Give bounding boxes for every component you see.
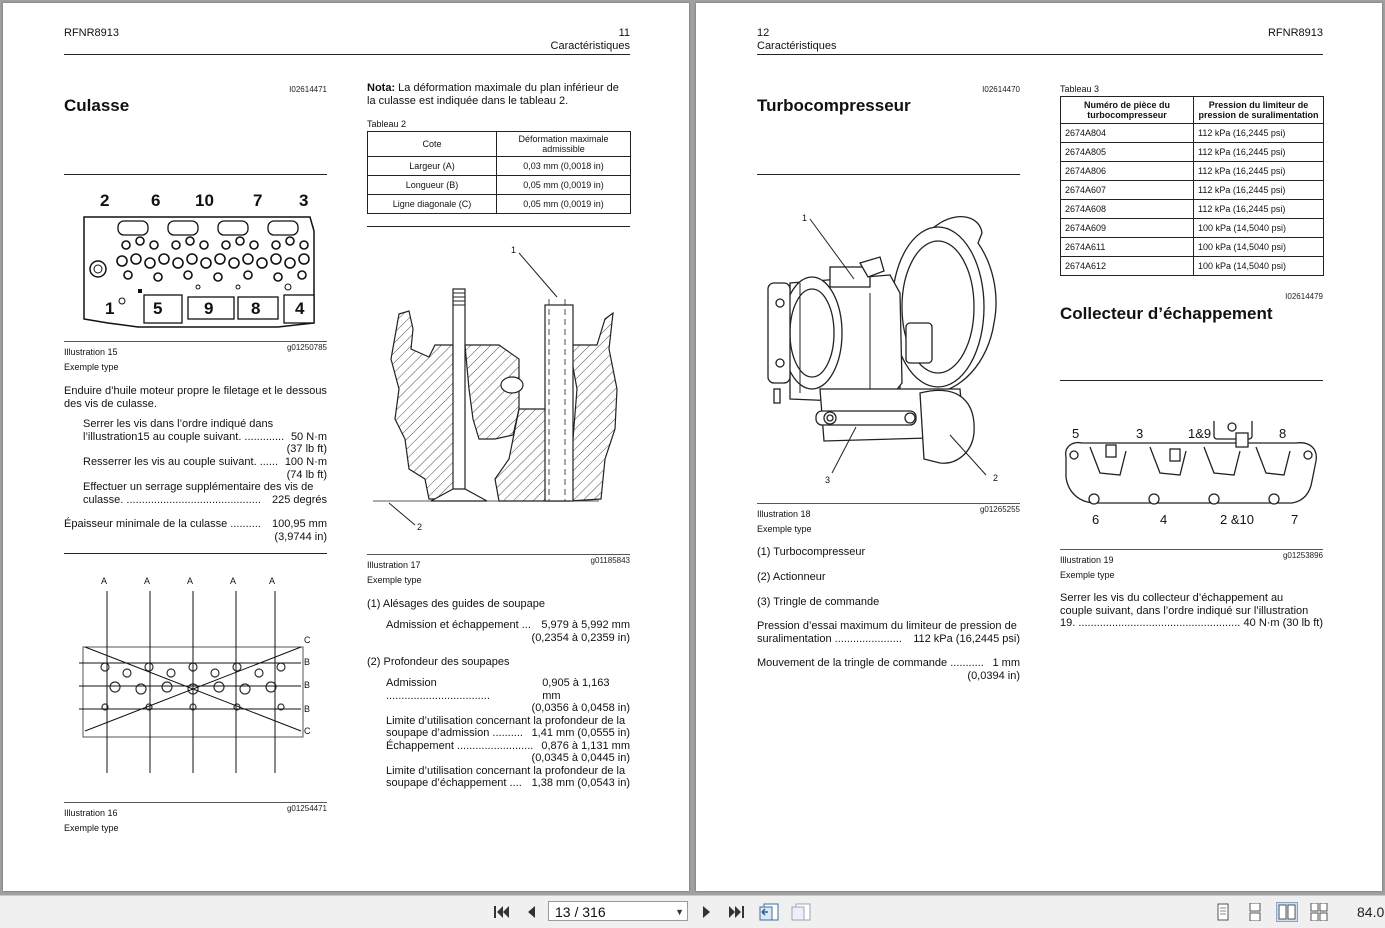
caption-rule: [1060, 549, 1323, 550]
illustration-code: g01253896: [1282, 551, 1323, 560]
valve-section-drawing: [369, 239, 631, 535]
table-caption: Tableau 3: [1060, 84, 1100, 94]
list-item: (1) Turbocompresseur: [757, 546, 866, 558]
spec-value: 5,979 à 5,992 mm: [541, 619, 630, 631]
table-cell: 112 kPa (16,2445 psi): [1194, 162, 1324, 181]
page-number: 12: [757, 27, 770, 39]
spec-value: 100,95 mm: [271, 518, 327, 530]
callout-number: 1: [511, 245, 517, 255]
spec-label: Pression d’essai maximum du limiteur de pression de: [757, 620, 1017, 632]
illustration-caption: Illustration 16: [64, 808, 118, 818]
bolt-number: 2: [100, 191, 110, 210]
measure-label: A: [187, 576, 194, 586]
manifold-drawing: [1060, 421, 1324, 533]
first-page-icon[interactable]: [490, 902, 512, 922]
table-header: Déformation maximale admissible: [497, 132, 631, 157]
page-indicator: 13 / 316: [555, 904, 606, 920]
spec-label: Mouvement de la tringle de commande ...........: [757, 657, 984, 669]
doc-code: RFNR8913: [1267, 27, 1323, 39]
callout-number: 2: [993, 473, 999, 483]
bolt-number: 7: [1291, 512, 1299, 527]
valve-depth-diagram: [369, 239, 631, 535]
valve-guide-spec: [386, 619, 630, 644]
table-row: [1061, 124, 1324, 143]
navigation-toolbar: [0, 895, 1385, 928]
min-thickness: [64, 518, 327, 543]
callout-number: 1: [802, 213, 808, 223]
illustration-code: g01185843: [590, 556, 630, 565]
measure-label: C: [304, 726, 311, 736]
spec-label: Échappement .........................: [386, 739, 534, 752]
table-cell: Ligne diagonale (C): [368, 195, 497, 214]
spec-value: (0,0345 à 0,0445 in): [531, 752, 630, 764]
header-rule: [757, 54, 1323, 55]
table-cell: 2674A611: [1061, 238, 1194, 257]
spec-value: 1,41 mm (0,0555 in): [531, 727, 630, 739]
spec-label: Admission ..................................: [386, 677, 490, 702]
ref-id: I02614471: [289, 85, 327, 94]
table-header: Cote: [368, 132, 497, 157]
section-rule: [367, 226, 630, 227]
bolt-number: 4: [295, 299, 305, 318]
bolt-number: 8: [1279, 426, 1287, 441]
deformation-table: [367, 131, 631, 214]
table-cell: 112 kPa (16,2445 psi): [1194, 200, 1324, 219]
caption-rule: [757, 503, 1020, 504]
step-value: (74 lb ft): [286, 468, 327, 481]
instruction-text: Enduire d’huile moteur propre le filetage et le dessous des vis de culasse.: [64, 385, 327, 410]
note-text: La déformation maximale du plan inférieur de la culasse est indiquée dans le tableau 2.: [367, 82, 619, 107]
torque-step-2: [83, 456, 327, 481]
table-cell: 100 kPa (14,5040 psi): [1194, 219, 1324, 238]
header-rule: [64, 54, 630, 55]
table-row: [368, 157, 631, 176]
chevron-down-icon[interactable]: ▼: [675, 907, 684, 917]
next-page-icon[interactable]: [696, 902, 718, 922]
section-title: Caractéristiques: [550, 40, 630, 52]
list-item: (1) Alésages des guides de soupape: [367, 598, 545, 610]
spec-label: couple suivant, dans l’ordre indiqué sur l’illustration: [1060, 604, 1309, 617]
table-row: [1061, 238, 1324, 257]
bolt-number: 2 &10: [1220, 512, 1254, 527]
table-cell: 0,03 mm (0,0018 in): [497, 157, 631, 176]
table-cell: 2674A609: [1061, 219, 1194, 238]
bolt-number: 9: [204, 299, 214, 318]
spec-label: suralimentation ......................: [757, 632, 902, 645]
table-row: [1061, 257, 1324, 276]
step-text: Effectuer un serrage supplémentaire des vis de: [83, 481, 314, 493]
last-page-icon[interactable]: [726, 902, 748, 922]
section-title: Caractéristiques: [757, 40, 837, 52]
bolt-number: 3: [1136, 426, 1144, 441]
page-right: [696, 3, 1382, 891]
section-rule: [1060, 380, 1323, 381]
flatness-drawing: [75, 587, 315, 777]
table-row: [368, 176, 631, 195]
section-heading: Collecteur d’échappement: [1060, 304, 1273, 323]
note-label: Nota:: [367, 82, 396, 94]
list-item: (3) Tringle de commande: [757, 596, 880, 608]
step-value: 225 degrés: [271, 493, 327, 506]
table-cell: 100 kPa (14,5040 psi): [1194, 238, 1324, 257]
pressure-spec: [757, 620, 1020, 645]
facing-icon[interactable]: [1276, 902, 1298, 922]
spec-value: (0,2354 à 0,2359 in): [531, 631, 630, 644]
spec-label: 19. .....................................................: [1060, 617, 1241, 629]
previous-view-icon[interactable]: [758, 902, 780, 922]
bolt-number: 3: [299, 191, 309, 210]
measure-label: B: [304, 704, 311, 714]
table-cell: Largeur (A): [368, 157, 497, 176]
table-cell: Longueur (B): [368, 176, 497, 195]
table-cell: 112 kPa (16,2445 psi): [1194, 181, 1324, 200]
next-view-icon[interactable]: [790, 902, 812, 922]
note-paragraph: [367, 82, 630, 107]
linkage-spec: [757, 657, 1020, 682]
bolt-number: 1: [105, 299, 115, 318]
manifold-torque-spec: [1060, 592, 1323, 630]
bolt-number: 10: [195, 191, 214, 210]
section-rule: [64, 174, 327, 175]
torque-step-3: [83, 481, 327, 506]
page-left: [3, 3, 689, 891]
spec-label: soupape d’admission ..........: [386, 727, 523, 739]
illustration-subcaption: Exemple type: [1060, 570, 1115, 580]
step-value: (37 lb ft): [286, 443, 327, 455]
bolt-number: 8: [251, 299, 261, 318]
spec-value: 0,876 à 1,131 mm: [541, 739, 630, 752]
illustration-subcaption: Exemple type: [367, 575, 422, 585]
measure-label: A: [144, 576, 151, 586]
table-cell: 2674A612: [1061, 257, 1194, 276]
bolt-number: 5: [1072, 426, 1080, 441]
table-header: Numéro de pièce du turbocompresseur: [1061, 97, 1194, 124]
table-cell: 0,05 mm (0,0019 in): [497, 176, 631, 195]
step-value: 50 N·m: [290, 430, 327, 443]
table-cell: 112 kPa (16,2445 psi): [1194, 124, 1324, 143]
illustration-subcaption: Exemple type: [64, 823, 119, 833]
illustration-subcaption: Exemple type: [757, 524, 812, 534]
table-cell: 2674A806: [1061, 162, 1194, 181]
measure-label: A: [269, 576, 276, 586]
measure-label: C: [304, 635, 311, 645]
bolt-number: 4: [1160, 512, 1168, 527]
continuous-facing-icon[interactable]: [1308, 902, 1330, 922]
spec-value: (3,9744 in): [274, 530, 327, 543]
table-cell: 2674A804: [1061, 124, 1194, 143]
table-cell: 0,05 mm (0,0019 in): [497, 195, 631, 214]
doc-code: RFNR8913: [64, 27, 120, 39]
caption-rule: [64, 341, 327, 342]
spec-value: 112 kPa (16,2445 psi): [913, 632, 1020, 645]
step-value: 100 N·m: [284, 456, 327, 468]
table-header: Pression du limiteur de pression de suralimentation: [1194, 97, 1324, 124]
cylinder-head-torque-diagram: [78, 189, 318, 329]
table-cell: 2674A608: [1061, 200, 1194, 219]
bolt-number: 1&9: [1188, 426, 1212, 441]
measure-label: B: [304, 657, 311, 667]
ref-id: I02614479: [1285, 292, 1323, 301]
table-row: [368, 195, 631, 214]
measure-label: A: [230, 576, 237, 586]
page-number-input[interactable]: [548, 901, 688, 921]
step-text: Resserrer les vis au couple suivant. ......: [83, 456, 279, 468]
spec-value: 40 N·m (30 lb ft): [1243, 617, 1323, 629]
flatness-measurement-diagram: [75, 573, 325, 778]
table-cell: 2674A607: [1061, 181, 1194, 200]
bolt-number: 7: [253, 191, 263, 210]
section-rule: [757, 174, 1020, 175]
spec-value: (0,0394 in): [967, 669, 1020, 682]
spec-label: Épaisseur minimale de la culasse ..........: [64, 518, 261, 530]
section-rule: [64, 553, 327, 554]
section-heading: Culasse: [64, 96, 130, 115]
spec-value: 0,905 à 1,163 mm: [542, 677, 610, 702]
turbocharger-drawing: [760, 203, 1020, 493]
section-heading: Turbocompresseur: [757, 96, 911, 115]
illustration-code: g01250785: [286, 343, 327, 352]
spec-label: Limite d’utilisation concernant la profondeur de la: [386, 714, 626, 727]
table-row: [1061, 143, 1324, 162]
illustration-caption: Illustration 15: [64, 347, 118, 357]
illustration-subcaption: Exemple type: [64, 362, 119, 372]
illustration-caption: Illustration 19: [1060, 555, 1114, 565]
step-text: l’illustration15 au couple suivant. .............: [83, 430, 285, 443]
spec-label: Limite d’utilisation concernant la profondeur de la: [386, 764, 626, 777]
spec-label: Serrer les vis du collecteur d’échappement au: [1060, 592, 1284, 604]
turbocharger-diagram: [760, 203, 1020, 493]
bolt-number: 5: [153, 299, 163, 318]
spec-label: soupape d’échappement ....: [386, 777, 522, 789]
illustration-caption: Illustration 18: [757, 509, 811, 519]
illustration-code: g01265255: [979, 505, 1020, 514]
zoom-level[interactable]: 84.0: [1357, 904, 1385, 920]
spec-value: 1 mm: [992, 657, 1020, 669]
illustration-code: g01254471: [286, 804, 327, 813]
illustration-caption: Illustration 17: [367, 560, 421, 570]
caption-rule: [367, 554, 630, 555]
table-cell: 112 kPa (16,2445 psi): [1194, 143, 1324, 162]
table-cell: 100 kPa (14,5040 psi): [1194, 257, 1324, 276]
spec-value: 1,38 mm (0,0543 in): [531, 777, 630, 789]
continuous-icon[interactable]: [1244, 902, 1266, 922]
spec-label: Admission et échappement ...: [386, 619, 531, 631]
measure-label: A: [101, 576, 108, 586]
spec-value: (0,0356 à 0,0458 in): [531, 702, 630, 714]
torque-step-1: [83, 418, 327, 456]
callout-number: 3: [825, 475, 831, 485]
bolt-number: 6: [151, 191, 161, 210]
table-cell: 2674A805: [1061, 143, 1194, 162]
measure-label: B: [304, 680, 311, 690]
callout-number: 2: [417, 522, 423, 532]
caption-rule: [64, 802, 327, 803]
valve-depth-spec: [386, 677, 630, 790]
table-row: [1061, 219, 1324, 238]
single-page-icon[interactable]: [1212, 902, 1234, 922]
bolt-number: 6: [1092, 512, 1100, 527]
table-caption: Tableau 2: [367, 119, 407, 129]
exhaust-manifold-diagram: [1060, 421, 1324, 533]
step-text: culasse. ............................................: [83, 493, 261, 506]
step-text: Serrer les vis dans l’ordre indiqué dans: [83, 418, 274, 430]
table-row: [1061, 200, 1324, 219]
list-item: (2) Profondeur des soupapes: [367, 656, 510, 668]
table-row: [1061, 162, 1324, 181]
prev-page-icon[interactable]: [520, 902, 542, 922]
list-item: (2) Actionneur: [757, 571, 826, 583]
ref-id: I02614470: [982, 85, 1020, 94]
page-number: 11: [618, 27, 630, 39]
table-row: [1061, 181, 1324, 200]
wastegate-table: [1060, 96, 1324, 276]
